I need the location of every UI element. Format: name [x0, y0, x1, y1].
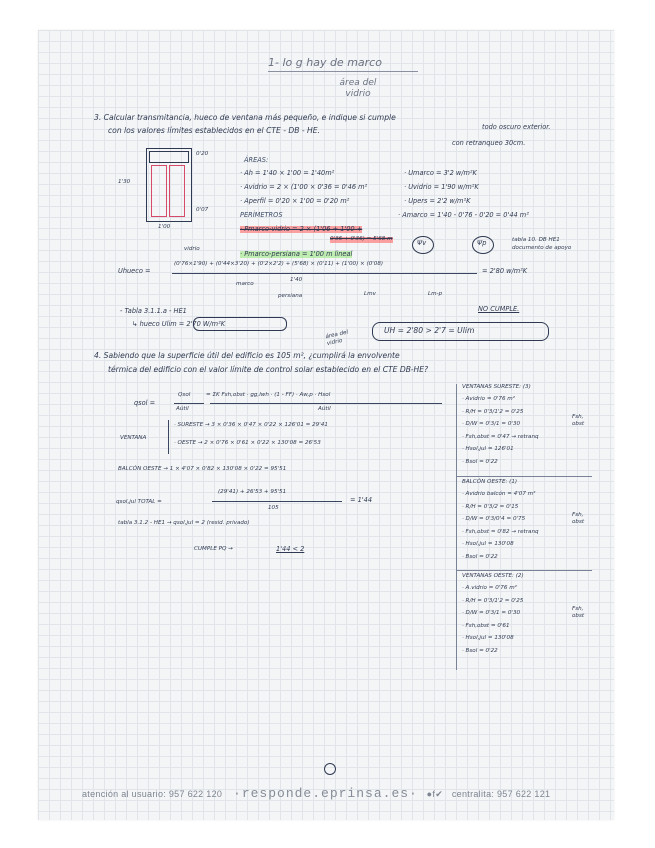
u-limite: ↳ hueco Ulim = 2'70 W/m²K: [132, 320, 226, 328]
area-vidrio: · Avidrio = 2 × (1'00 × 0'36 = 0'46 m²: [240, 183, 368, 191]
title-underline: [268, 71, 418, 72]
fsh-note-1: Fsh, obst: [572, 414, 585, 427]
footer-attention: atención al usuario: 957 622 120: [82, 789, 223, 799]
dim-bottom: 1'00: [158, 224, 171, 230]
dim-right: 0'07: [196, 207, 209, 213]
q3-note-dark: todo oscuro exterior.: [482, 123, 551, 131]
tabla-312: tabla 3.1.2 - HE1 → qsol,jul = 2 (resid. privado): [118, 520, 250, 526]
qsol-label: qsol =: [134, 399, 156, 407]
side-list-item: · Fsh,obst = 0'61: [462, 622, 510, 629]
label-marco: marco: [236, 281, 254, 287]
fsh-note-2: Fsh, obst: [572, 512, 585, 525]
total-denominator: 105: [268, 505, 279, 511]
calc-sureste: · SURESTE → 3 × 0'36 × 0'47 × 0'22 × 126'01 = 29'41: [174, 422, 328, 428]
u-persiana: · Upers = 2'2 w/m²K: [404, 197, 471, 205]
side-list-item: · Hsol,jul = 130'08: [462, 541, 514, 547]
footer: [82, 786, 550, 801]
side-divider-vertical: [456, 384, 457, 670]
q3-note-retranqueo: con retranqueo 30cm.: [452, 139, 526, 147]
perimetros-title: PERÍMETROS: [240, 211, 283, 219]
social-icons[interactable]: ●f✔: [426, 789, 444, 799]
side-list-item: · A.vidrio = 0'76 m²: [462, 585, 517, 591]
qsol-frac-bar: [174, 403, 204, 404]
side-list-item: · Fsh,obst = 0'82 → retranq: [462, 528, 539, 535]
label-vidrio: vidrio: [184, 246, 200, 252]
q3-statement-line2: con los valores límites establecidos en el CTE - DB - HE.: [108, 126, 320, 135]
qsol-main-bottom: Aútil: [318, 406, 331, 412]
total-fraction-bar: [212, 501, 342, 502]
side-list-item: · Bsol = 0'22: [462, 553, 498, 560]
u-hueco-label: Uhueco =: [118, 267, 151, 275]
page-mark-icon: [324, 763, 336, 775]
u-hueco-denominator: 1'40: [290, 277, 303, 283]
area-perfil: · Aperfil = 0'20 × 1'00 = 0'20 m²: [240, 197, 350, 205]
qsol-frac-bottom: Aútil: [176, 406, 189, 412]
qsol-main-bar: [210, 403, 442, 404]
u-vidrio: · Uvidrio = 1'90 w/m²K: [404, 183, 479, 191]
psi-v: Ψv: [417, 239, 427, 247]
fsh-note-3: Fsh, obst: [572, 606, 585, 619]
comparison: UH = 2'80 > 2'7 = Ulim: [384, 326, 475, 335]
calc-balcon: BALCÓN OESTE → 1 × 4'07 × 0'82 × 130'08 × 0'22 = 95'51: [118, 466, 287, 472]
q4-statement-line1: 4. Sabiendo que la superficie útil del edificio es 105 m², ¿cumplirá la envolvente: [94, 351, 400, 360]
tabla-311a: - Tabla 3.1.1.a - HE1: [120, 307, 187, 315]
side-list-item: · Bsol = 0'22: [462, 647, 498, 654]
side-list-item: · Hsol,jul = 126'01: [462, 446, 514, 452]
side-list-item: · D/W = 0'3/0'4 = 0'75: [462, 516, 526, 522]
side-divider-2: [456, 570, 592, 571]
side-list-item: · Hsol,jul = 130'08: [462, 635, 514, 641]
qsol-total-label: qsol,jul TOTAL =: [116, 499, 162, 505]
page-title: 1- lo g hay de marco: [268, 56, 382, 69]
dim-top: 0'20: [196, 151, 209, 157]
side-list-item: · Fsh,obst = 0'47 → retranq: [462, 433, 539, 440]
area-hueco: · Ah = 1'40 × 1'00 = 1'40m²: [240, 169, 335, 177]
label-persiana: persiana: [278, 293, 303, 299]
calc-oeste: · OESTE → 2 × 0'76 × 0'61 × 0'22 × 130'08 = 26'53: [174, 440, 321, 446]
dim-left: 1'30: [118, 179, 131, 185]
total-result: = 1'44: [350, 496, 373, 504]
page-subtitle: área del vidrio: [339, 78, 377, 99]
side-list-item: · D/W = 0'3/1 = 0'30: [462, 610, 521, 616]
q3-statement-line1: 3. Calcular transmitancia, hueco de ventana más pequeño, e indique si cumple: [94, 113, 396, 122]
area-vidrio-note: área del vidrio: [324, 329, 349, 348]
q4-statement-line2: térmica del edificio con el valor límite de control solar establecido en el CTE DB-HE?: [108, 365, 429, 374]
cumple-label: CUMPLE PQ →: [194, 546, 233, 552]
cumple-value: 1'44 < 2: [276, 545, 305, 553]
u-marco: · Umarco = 3'2 w/m²K: [404, 169, 477, 177]
side-oeste-title: VENTANAS OESTE: (2): [462, 573, 524, 579]
perimetro-marco-persiana: · Pmarco-persiana = 1'00 m lineal: [240, 250, 353, 258]
tabla-10-ref: tabla 10. DB HE1 documento de apoyo: [512, 237, 572, 251]
side-list-item: · R/H = 0'3/1'2 = 0'25: [462, 597, 524, 604]
u-limite-box: [193, 317, 287, 331]
ventana-label: VENTANA: [120, 435, 147, 441]
footer-central: centralita: 957 622 121: [451, 789, 551, 799]
qsol-frac-top: Qsol: [178, 392, 191, 398]
footer-site[interactable]: ·responde.eprinsa.es·: [233, 786, 418, 801]
side-list-item: · R/H = 0'3/1'2 = 0'25: [462, 408, 524, 415]
side-balcon-title: BALCÓN OESTE: (1): [462, 479, 518, 485]
psi-p: Ψp: [477, 239, 487, 247]
perimetro-marco-vidrio-struck-cont: 0'36 + 0'36) = 5'68 m: [330, 236, 393, 242]
no-cumple: NO CUMPLE.: [478, 305, 520, 313]
total-numerator: (29'41) + 26'53 + 95'51: [218, 489, 287, 495]
side-list-item: · Avidrio balcón = 4'07 m²: [462, 491, 536, 497]
side-list-item: · R/H = 0'3/2 = 0'15: [462, 503, 519, 510]
side-sureste-title: VENTANAS SURESTE: (3): [462, 384, 531, 390]
side-list-item: · Avidrio = 0'76 m²: [462, 396, 516, 402]
a-marco: · Amarco = 1'40 - 0'76 - 0'20 = 0'44 m²: [398, 211, 529, 219]
u-hueco-numerator: (0'76×1'90) + (0'44×3'20) + (0'2×2'2) + (5'68) × (0'11) + (1'00) × (0'08): [174, 261, 384, 267]
window-sketch: [146, 148, 192, 222]
perimetro-marco-vidrio-struck: · Pmarco-vidrio = 2 × (1'06 + 1'00 +: [240, 225, 363, 233]
side-list-item: · D/W = 0'3/1 = 0'30: [462, 421, 521, 427]
side-list-item: · Bsol = 0'22: [462, 458, 498, 465]
label-lmp: Lm-p: [428, 291, 443, 297]
ventana-brace: [168, 420, 169, 454]
areas-title: ÁREAS:: [244, 156, 269, 164]
label-lmv: Lmv: [364, 291, 376, 297]
side-divider-1: [456, 476, 592, 477]
u-hueco-fraction-bar: [172, 273, 477, 274]
u-hueco-result: = 2'80 w/m²K: [482, 267, 528, 275]
qsol-main-eq: = ΣK Fsh,obst · gg,lwh · (1 - FF) · Aw,p · Hsol: [206, 392, 331, 398]
